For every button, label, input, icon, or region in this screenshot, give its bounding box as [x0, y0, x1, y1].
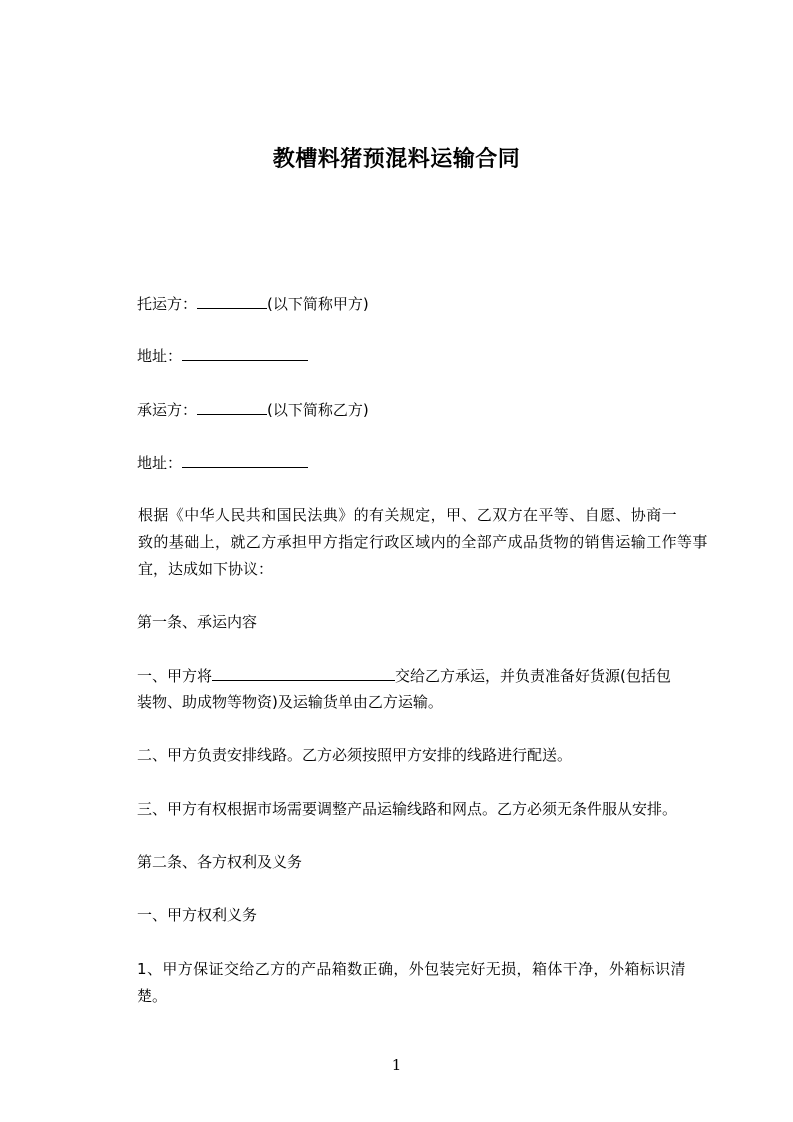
carrier-blank — [197, 399, 267, 415]
preamble-line-2: 致的基础上，就乙方承担甲方指定行政区域内的全部产成品货物的销售运输工作等事 — [138, 533, 708, 551]
page-number: 1 — [391, 1056, 402, 1074]
preamble-line-3: 宜，达成如下协议： — [138, 560, 274, 578]
consignor-address-blank — [182, 345, 308, 361]
article-2-sub-1-item-1: 1、甲方保证交给乙方的产品箱数正确，外包装完好无损，箱体干净，外箱标识清 — [137, 960, 686, 978]
carrier-label: 承运方： — [137, 401, 198, 419]
carrier-address-line — [137, 452, 308, 473]
carrier-note: (以下简称乙方) — [267, 401, 369, 419]
article-1-item-1 — [137, 665, 671, 686]
item-1-prefix: 一、甲方将 — [137, 667, 213, 685]
consignor-blank — [197, 293, 267, 309]
consignor-line — [137, 293, 369, 314]
article-1-heading: 第一条、承运内容 — [137, 613, 258, 631]
carrier-line — [137, 399, 369, 420]
address-label: 地址： — [137, 454, 183, 472]
address-label: 地址： — [137, 347, 183, 365]
document-title: 教槽料猪预混料运输合同 — [272, 147, 521, 172]
article-2-heading: 第二条、各方权利及义务 — [137, 853, 303, 871]
carrier-address-blank — [182, 452, 308, 468]
article-2-sub-1-item-1-cont: 楚。 — [137, 987, 168, 1005]
consignor-note: (以下简称甲方) — [267, 295, 369, 313]
item-1-suffix: 交给乙方承运，并负责准备好货源(包括包 — [395, 667, 671, 685]
article-1-item-3: 三、甲方有权根据市场需要调整产品运输线路和网点。乙方必须无条件服从安排。 — [137, 800, 678, 818]
preamble-line-1: 根据《中华人民共和国民法典》的有关规定，甲、乙双方在平等、自愿、协商一 — [138, 506, 678, 524]
article-1-item-2: 二、甲方负责安排线路。乙方必须按照甲方安排的线路进行配送。 — [137, 746, 573, 764]
goods-blank — [212, 665, 395, 681]
consignor-address-line — [137, 345, 308, 366]
consignor-label: 托运方： — [137, 295, 198, 313]
article-1-item-1-cont: 装物、助成物等物资)及运输货单由乙方运输。 — [137, 693, 443, 711]
article-2-sub-1: 一、甲方权利义务 — [137, 906, 258, 924]
